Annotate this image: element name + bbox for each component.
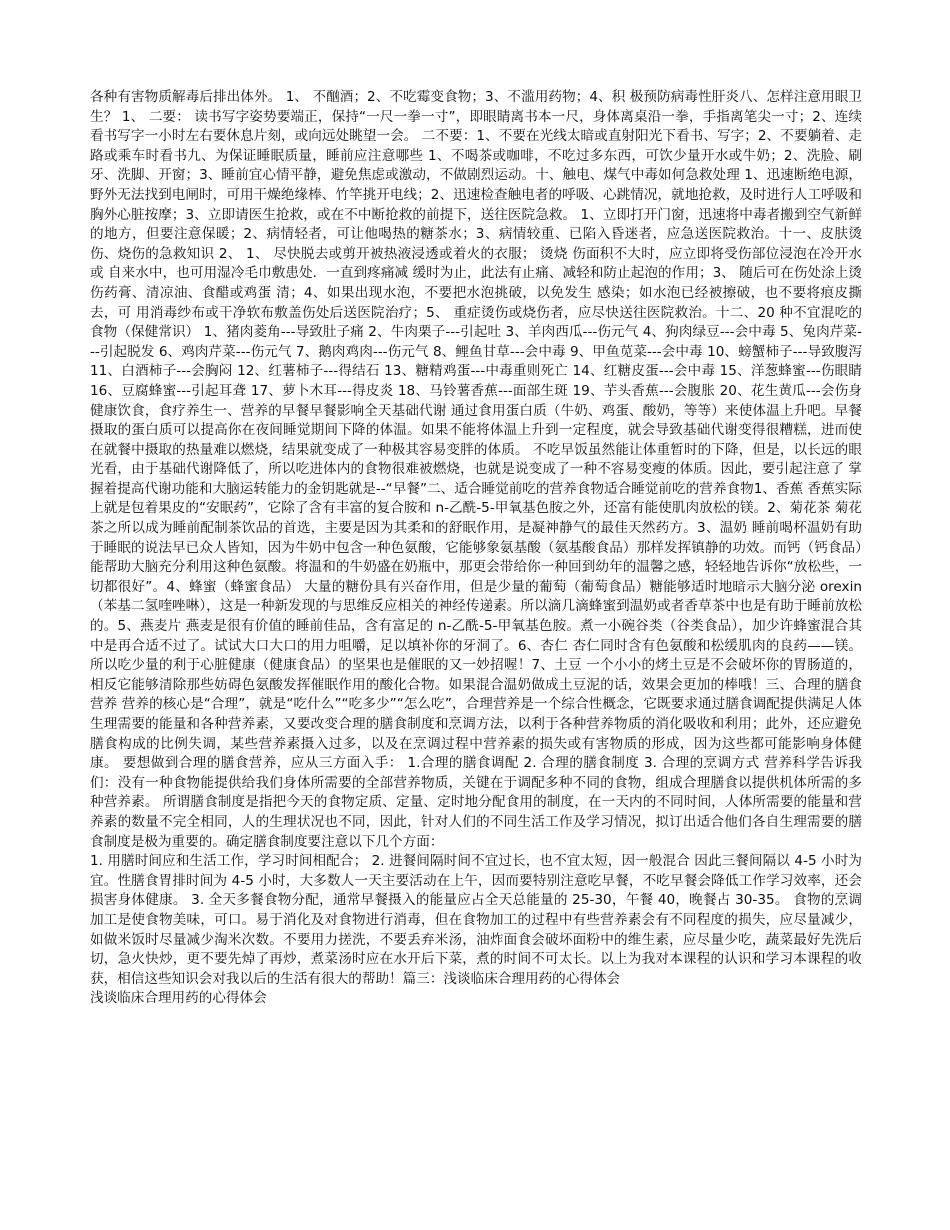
paragraph-meal-schedule: 1. 用膳时间应和生活工作，学习时间相配合； 2. 进餐间隔时间不宜过长，也不宜太短，因一般混合 因此三餐间隔以 4-5 小时为宜。性膳食胃排时间为 4-5 小时，大多数人一天主要活动在上午，因而要特别注意吃早餐，不吃早餐会降低工作学习效率，还会损害身体健康。 3. 全天多餐食物分配，通常早餐摄入的能量应占全天总能量的 25-30，午餐 40，晚餐占 30-35。 食物的烹调加工是使食物美味，可口。易于消化及对食物进行消毒，但在食物加工的过程中有些营养素会有不同程度的损失，应尽量减少，如做米饭时尽量减少淘米次数。不要用力搓洗，不要丢弃米汤，油炸面食会破坏面粉中的维生素，应尽量少吃，蔬菜最好先洗后切，急火快炒，更不要先焯了再炒，煮菜汤时应在水开后下菜，煮的时间不可太长。以上为我对本课程的认识和学习本课程的收获，相信这些知识会对我以后的生活有很大的帮助！篇三：浅谈临床合理用药的心得体会	[90, 853, 862, 987]
paragraph-main: 各种有害物质解毒后排出体外。 1、 不酗酒；2、不吃霉变食物；3、不滥用药物；4、积 极预防病毒性肝炎八、怎样注意用眼卫生？ 1、 二要： 读书写字姿势要端正，保持“一尺一拳一寸”，即眼睛离书本一尺，身体离桌沿一拳，手指离笔尖一寸；2、连续看书写字一小时左右要休息片刻，或向远处眺望一会。 二不要：1、不要在光线太暗或直射阳光下看书、写字；2、不要躺着、走路或乘车时看书九、为保证睡眠质量，睡前应注意哪些 1、不喝茶或咖啡，不吃过多东西，可饮少量开水或牛奶；2、洗脸、刷牙、洗脚、开窗；3、睡前宜心情平静，避免焦虑或激动，不做剧烈运动。十、触电、煤气中毒如何急救处理 1、迅速断绝电源，野外无法找到电闸时，可用干燥绝缘棒、竹竿挑开电线；2、迅速检查触电者的呼吸、心跳情况，就地抢救，及时进行人工呼吸和胸外心脏按摩；3、立即请医生抢救，或在不中断抢救的前提下，送往医院急救。 1、立即打开门窗，迅速将中毒者搬到空气新鲜的地方，但要注意保暖；2、病情轻者，可让他喝热的糖茶水；3、病情较重、已陷入昏迷者，应急送医院救治。十一、皮肤烫伤、烧伤的急救知识 2、 1、 尽快脱去或剪开被热液浸透或着火的衣服； 烫烧 伤面积不大时，应立即将受伤部位浸泡在冷开水或 自来水中，也可用湿冷毛巾敷患处．一直到疼痛减 缓时为止，此法有止痛、减轻和防止起泡的作用；3、 随后可在伤处涂上烫伤药膏、清凉油、食醋或鸡蛋 清；4、如果出现水泡，不要把水泡挑破，以免发生 感染；如水泡已经被擦破，也不要将痕皮撕去，可 用消毒纱布或干净软布敷盖伤处后送医院治疗；5、 重症烫伤或烧伤者，应尽快送往医院救治。十二、20 种不宜混吃的食物（保健常识） 1、猪肉菱角---导致肚子痛 2、牛肉栗子---引起吐 3、羊肉西瓜---伤元气 4、狗肉绿豆---会中毒 5、兔肉芹菜---引起脱发 6、鸡肉芹菜---伤元气 7、鹅肉鸡肉---伤元气 8、鲤鱼甘草---会中毒 9、甲鱼苋菜---会中毒 10、螃蟹柿子---导致腹泻 11、白酒柿子---会胸闷 12、红薯柿子---得结石 13、糖精鸡蛋---中毒重则死亡 14、红糖皮蛋---会中毒 15、洋葱蜂蜜---伤眼睛 16、豆腐蜂蜜---引起耳聋 17、萝卜木耳---得皮炎 18、马铃薯香蕉---面部生斑 19、芋头香蕉---会腹胀 20、花生黄瓜---会伤身健康饮食，食疗养生一、营养的早餐早餐影响全天基础代谢 通过食用蛋白质（牛奶、鸡蛋、酸奶，等等）来使体温上升吧。早餐摄取的蛋白质可以提高你在夜间睡觉期间下降的体温。如果不能将体温上升到一定程度，就会导致基础代谢变得很糟糕，进而使在就餐中摄取的热量难以燃烧，结果就变成了一种极其容易变胖的体质。 不吃早饭虽然能让体重暂时的下降，但是，以长远的眼光看，由于基础代谢降低了，所以吃进体内的食物很难被燃烧，也就是说变成了一种不容易变瘦的体质。因此，要引起注意了 掌握着提高代谢功能和大脑运转能力的金钥匙就是--“早餐”二、适合睡觉前吃的营养食物适合睡觉前吃的营养食物1、香蕉 香蕉实际上就是包着果皮的“安眠药”，它除了含有丰富的复合胺和 n-乙酰-5-甲氧基色胺之外，还富有能使肌肉放松的镁。2、菊花茶 菊花茶之所以成为睡前配制茶饮品的首选，主要是因为其柔和的舒眠作用，是凝神静气的最佳天然药方。3、温奶 睡前喝杯温奶有助于睡眠的说法早已众人皆知，因为牛奶中包含一种色氨酸，它能够象氨基酸（氨基酸食品）那样发挥镇静的功效。而钙（钙食品）能帮助大脑充分利用这种色氨酸。将温和的牛奶盛在奶瓶中，那更会带给你一种回到幼年的温馨之感，轻轻地告诉你“放松些，一切都很好”。4、蜂蜜（蜂蜜食品） 大量的糖份具有兴奋作用，但是少量的葡萄（葡萄食品）糖能够适时地暗示大脑分泌 orexin（苯基二氢喹唑啉），这是一种新发现的与思维反应相关的神经传递素。所以滴几滴蜂蜜到温奶或者香草茶中也是有助于睡前放松的。5、燕麦片 燕麦是很有价值的睡前佳品，含有富足的 n-乙酰-5-甲氧基色胺。煮一小碗谷类（谷类食品），加少许蜂蜜混合其中是再合适不过了。试试大口大口的用力咀嚼，足以填补你的牙洞了。6、杏仁 杏仁同时含有色氨酸和松缓肌肉的良药——镁。所以吃少量的利于心脏健康（健康食品）的坚果也是催眠的又一妙招喔！7、土豆 一个小小的烤土豆是不会破坏你的胃肠道的，相反它能够清除那些妨碍色氨酸发挥催眠作用的酸化合物。如果混合温奶做成土豆泥的话，效果会更加的棒哦！三、合理的膳食营养 营养的核心是“合理”，就是“吃什么”“吃多少”“怎么吃”，合理营养是一个综合性概念，它既要求通过膳食调配提供满足人体生理需要的能量和各种营养素，又要改变合理的膳食制度和烹调方法，以利于各种营养物质的消化吸收和利用；此外，还应避免膳食构成的比例失调，某些营养素摄入过多，以及在烹调过程中营养素的损失或有害物质的形成，因为这些都可能影响身体健康。 要想做到合理的膳食营养，应从三方面入手： 1.合理的膳食调配 2. 合理的膳食制度 3. 合理的烹调方式 营养科学告诉我们：没有一种食物能提供给我们身体所需要的全部营养物质，关键在于调配多种不同的食物，组成合理膳食以提供机体所需的多种营养素。 所谓膳食制度是指把今天的食物定质、定量、定时地分配食用的制度，在一天内的不同时间，人体所需要的能量和营养素的数量不完全相同，人的生理状况也不同，因此，针对人们的不同生活工作及学习情况，拟订出适合他们各自生理需要的膳食制度是极为重要的。确定膳食制度要注意以下几个方面：	[90, 89, 862, 850]
document-body	[90, 88, 862, 1009]
section-heading: 浅谈临床合理用药的心得体会	[90, 990, 267, 1007]
